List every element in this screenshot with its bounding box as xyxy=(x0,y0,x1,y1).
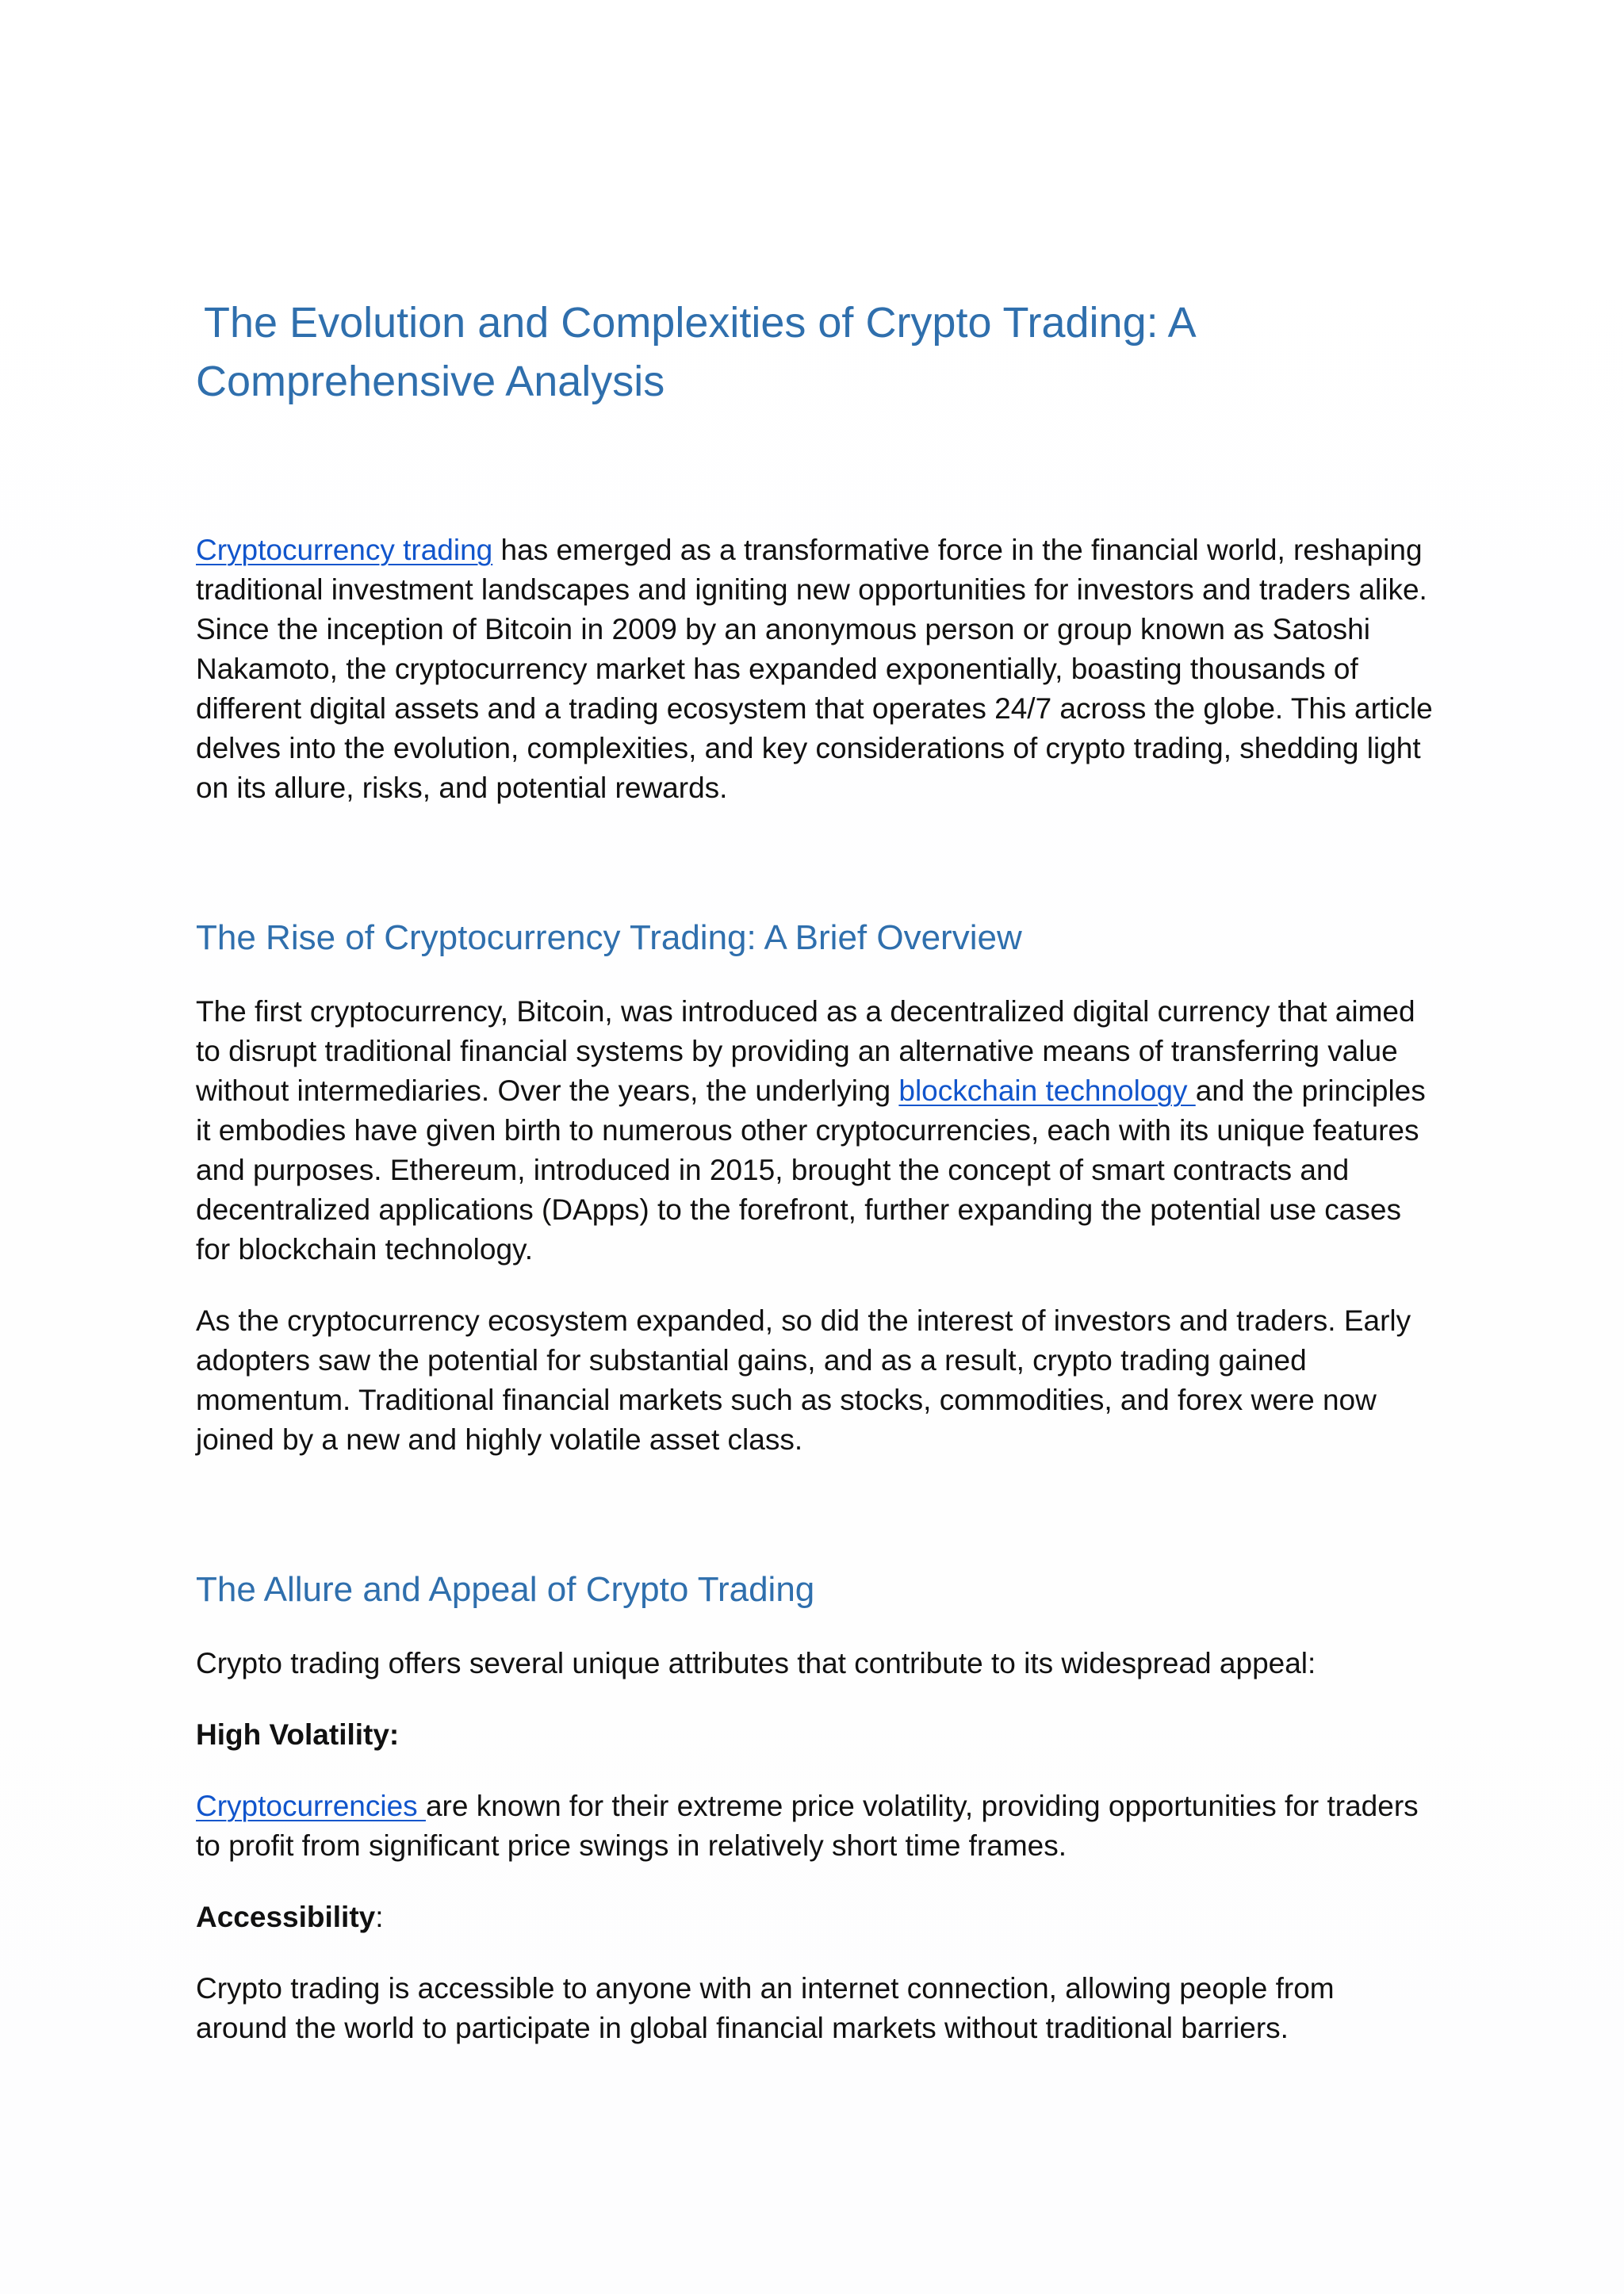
allure-intro-paragraph: Crypto trading offers several unique attributes that contribute to its widespread appeal: xyxy=(196,1647,1316,1679)
rise-p1-after: and the principles it embodies have given birth to numerous other cryptocurrencies, each with its unique features and purposes. Ethereum, introduced in 2015, brought the concept of smart contracts and decentralized applications (DApps) to the forefront, further expanding the potential use cases for blockchain technology. xyxy=(196,1074,1426,1266)
intro-text: has emerged as a transformative force in the financial world, reshaping traditional investment landscapes and igniting new opportunities for investors and traders alike. Since the inception of Bitcoin in 2009 by an anonymous person or group known as Satoshi Nakamoto, the cryptocurrency market has expanded exponentially, boasting thousands of different digital assets and a trading ecosystem that operates 24/7 across the globe. This article delves into the evolution, complexities, and key considerations of crypto trading, shedding light on its allure, risks, and potential rewards. xyxy=(196,534,1433,804)
rise-p1-before: The first cryptocurrency, Bitcoin, was introduced as a decentralized digital currency that aimed to disrupt traditional financial systems by providing an alternative means of transferring value without intermediaries. Over the years, the underlying xyxy=(196,995,1415,1107)
high-volatility-label: High Volatility: xyxy=(196,1718,400,1751)
blockchain-technology-link[interactable]: blockchain technology xyxy=(898,1074,1196,1107)
document-content xyxy=(196,293,1433,2048)
accessibility-label-line xyxy=(196,1898,1433,1937)
section-heading-rise: The Rise of Cryptocurrency Trading: A Brief Overview xyxy=(196,918,1022,957)
high-volatility-paragraph xyxy=(196,1787,1433,1866)
rise-paragraph-2: As the cryptocurrency ecosystem expanded, so did the interest of investors and traders. Early adopters saw the potential for substantial gains, and as a result, crypto trading gained momentum. Traditional financial markets such as stocks, commodities, and forex were now joined by a new and highly volatile asset class. xyxy=(196,1304,1411,1456)
document-title: The Evolution and Complexities of Crypto Trading: A Comprehensive Analysis xyxy=(196,299,1194,405)
rise-paragraph-1 xyxy=(196,992,1433,1270)
accessibility-colon: : xyxy=(375,1901,384,1933)
cryptocurrency-trading-link[interactable]: Cryptocurrency trading xyxy=(196,534,493,566)
cryptocurrencies-link[interactable]: Cryptocurrencies xyxy=(196,1790,426,1822)
accessibility-paragraph: Crypto trading is accessible to anyone with an internet connection, allowing people from around the world to participate in global financial markets without traditional barriers. xyxy=(196,1972,1335,2044)
volatility-text: are known for their extreme price volatility, providing opportunities for traders to profit from significant price swings in relatively short time frames. xyxy=(196,1790,1419,1862)
section-heading-allure: The Allure and Appeal of Crypto Trading xyxy=(196,1570,815,1609)
accessibility-label: Accessibility xyxy=(196,1901,376,1933)
intro-paragraph xyxy=(196,530,1433,808)
